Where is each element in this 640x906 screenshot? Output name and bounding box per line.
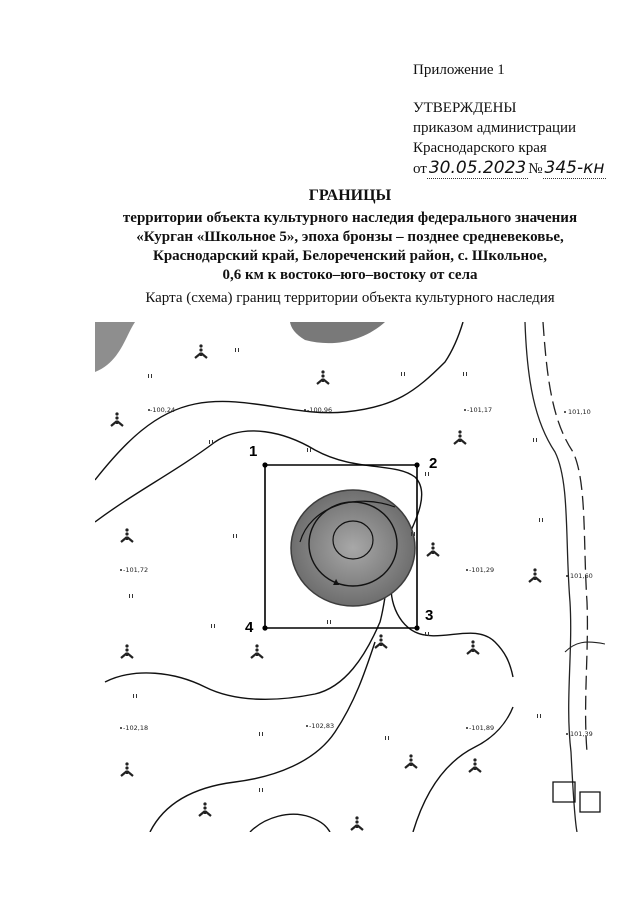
grass-mark	[210, 440, 213, 444]
tree-icon	[121, 644, 133, 658]
tree-icon	[317, 370, 329, 384]
approval-authority: приказом администрации	[413, 120, 577, 136]
grass-mark	[236, 348, 239, 352]
tree-icon	[469, 758, 481, 772]
corner-label-3: 3	[425, 607, 434, 624]
title-line-4: 0,6 км к востоко–юго–востоку от села	[222, 267, 478, 283]
territory-map	[95, 322, 605, 832]
elevation-label: -101,17	[467, 406, 493, 414]
elevation-label: 101,10	[568, 408, 591, 416]
tree-icon	[251, 644, 263, 658]
dark-area-top-left	[95, 322, 135, 372]
grass-mark	[260, 732, 263, 736]
map-caption: Карта (схема) границ территории объекта культурного наследия	[145, 290, 555, 306]
grass-mark	[260, 788, 263, 792]
tree-icon	[405, 754, 417, 768]
grass-mark	[212, 624, 215, 628]
contour-line	[250, 814, 330, 832]
number-sign: №	[528, 161, 543, 177]
tree-icon	[467, 640, 479, 654]
corner-label-4: 4	[245, 619, 254, 636]
tree-icon	[529, 568, 541, 582]
grass-mark	[134, 694, 137, 698]
mound-mark: ▲	[333, 577, 340, 586]
boundary-point-4	[262, 625, 267, 630]
approval-region: Краснодарского края	[413, 140, 547, 156]
elevation-label: 101,60	[570, 572, 593, 580]
order-number: 345-кн	[544, 158, 605, 178]
appendix-label: Приложение 1	[413, 62, 505, 78]
order-date-number	[413, 158, 606, 179]
tree-icon	[427, 542, 439, 556]
from-prefix: от	[413, 161, 427, 177]
grass-mark	[149, 374, 152, 378]
grass-mark	[130, 594, 133, 598]
corner-label-1: 1	[249, 443, 258, 460]
corner-label-2: 2	[429, 455, 438, 472]
contour-line	[150, 642, 375, 832]
building	[553, 782, 575, 802]
order-date: 30.05.2023	[428, 158, 527, 178]
title-heading: ГРАНИЦЫ	[308, 187, 392, 204]
title-line-1: территории объекта культурного наследия федерального значения	[122, 210, 578, 226]
tree-icon	[454, 430, 466, 444]
grass-mark	[540, 518, 543, 522]
elevation-label: 101,39	[570, 730, 593, 738]
tree-icon	[121, 528, 133, 542]
tree-icon	[121, 762, 133, 776]
grass-mark	[538, 714, 541, 718]
grass-mark	[534, 438, 537, 442]
contour-line	[95, 322, 463, 480]
tree-icon	[351, 816, 363, 830]
elevation-label: -102,18	[123, 724, 149, 732]
elevation-label: -101,29	[469, 566, 495, 574]
tree-icon	[111, 412, 123, 426]
approval-block	[413, 60, 606, 179]
elevation-label: -101,89	[469, 724, 495, 732]
title-line-3: Краснодарский край, Белореченский район, с. Школьное,	[152, 248, 548, 264]
road-edge	[543, 322, 587, 752]
boundary-point-2	[414, 462, 419, 467]
elevation-label: -100,96	[307, 406, 333, 414]
tree-icon	[375, 634, 387, 648]
grass-mark	[464, 372, 467, 376]
approved-label: УТВЕРЖДЕНЫ	[413, 100, 517, 116]
document-title	[70, 186, 630, 285]
elevation-label: -100,24	[150, 406, 176, 414]
grass-mark	[426, 472, 429, 476]
grass-mark	[234, 534, 237, 538]
dark-area-top-center	[290, 322, 385, 343]
contour-line	[413, 707, 513, 832]
tree-icon	[195, 344, 207, 358]
grass-mark	[308, 448, 311, 452]
building	[580, 792, 600, 812]
elevation-label: -102,83	[309, 722, 335, 730]
tree-icon	[199, 802, 211, 816]
boundary-point-1	[262, 462, 267, 467]
grass-mark	[328, 620, 331, 624]
boundary-point-3	[414, 625, 419, 630]
grass-mark	[386, 736, 389, 740]
title-line-2: «Курган «Школьное 5», эпоха бронзы – позднее средневековье,	[136, 229, 564, 245]
elevation-label: -101,72	[123, 566, 149, 574]
grass-mark	[402, 372, 405, 376]
